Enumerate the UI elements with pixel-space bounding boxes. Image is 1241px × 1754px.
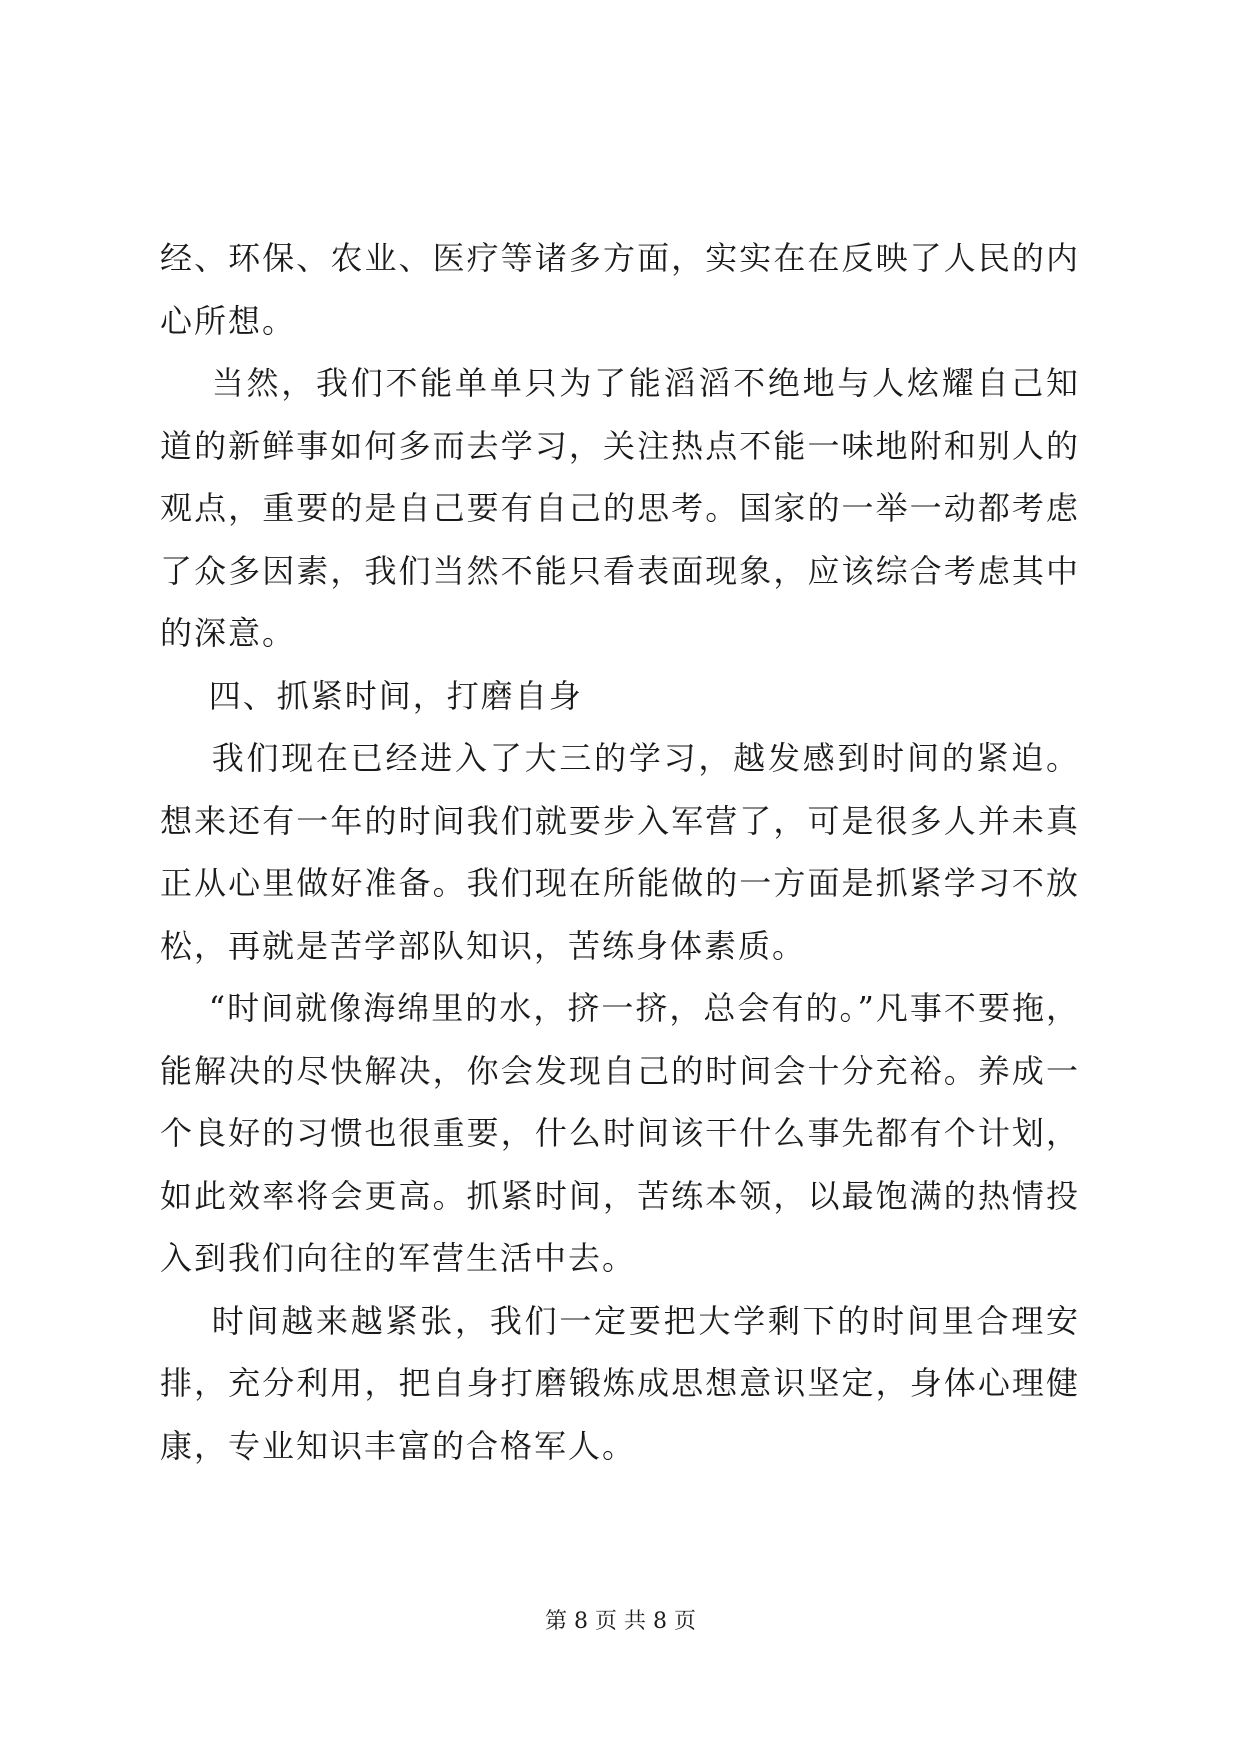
document-body [160,227,1080,1477]
paragraph: “时间就像海绵里的水，挤一挤，总会有的。”凡事不要拖，能解决的尽快解决，你会发现自己的时间会十分充裕。养成一个良好的习惯也很重要，什么时间该干什么事先都有个计划，如此效率将会更高。抓紧时间，苦练本领，以最饱满的热情投入到我们向往的军营生活中去。 [160,989,1080,1277]
paragraph: 时间越来越紧张，我们一定要把大学剩下的时间里合理安排，充分利用，把自身打磨锻炼成思想意识坚定，身体心理健康，专业知识丰富的合格军人。 [160,1301,1080,1465]
paragraph: 我们现在已经进入了大三的学习，越发感到时间的紧迫。想来还有一年的时间我们就要步入军营了，可是很多人并未真正从心里做好准备。我们现在所能做的一方面是抓紧学习不放松，再就是苦学部队知识，苦练身体素质。 [160,739,1080,965]
section-heading: 四、抓紧时间，打磨自身 [160,676,583,715]
paragraph: 当然，我们不能单单只为了能滔滔不绝地与人炫耀自己知道的新鲜事如何多而去学习，关注热点不能一味地附和别人的观点，重要的是自己要有自己的思考。国家的一举一动都考虑了众多因素，我们当然不能只看表面现象，应该综合考虑其中的深意。 [160,364,1080,652]
page-number-footer: 第 8 页 共 8 页 [545,1609,696,1634]
paragraph: 经、环保、农业、医疗等诸多方面，实实在在反映了人民的内心所想。 [160,239,1080,340]
